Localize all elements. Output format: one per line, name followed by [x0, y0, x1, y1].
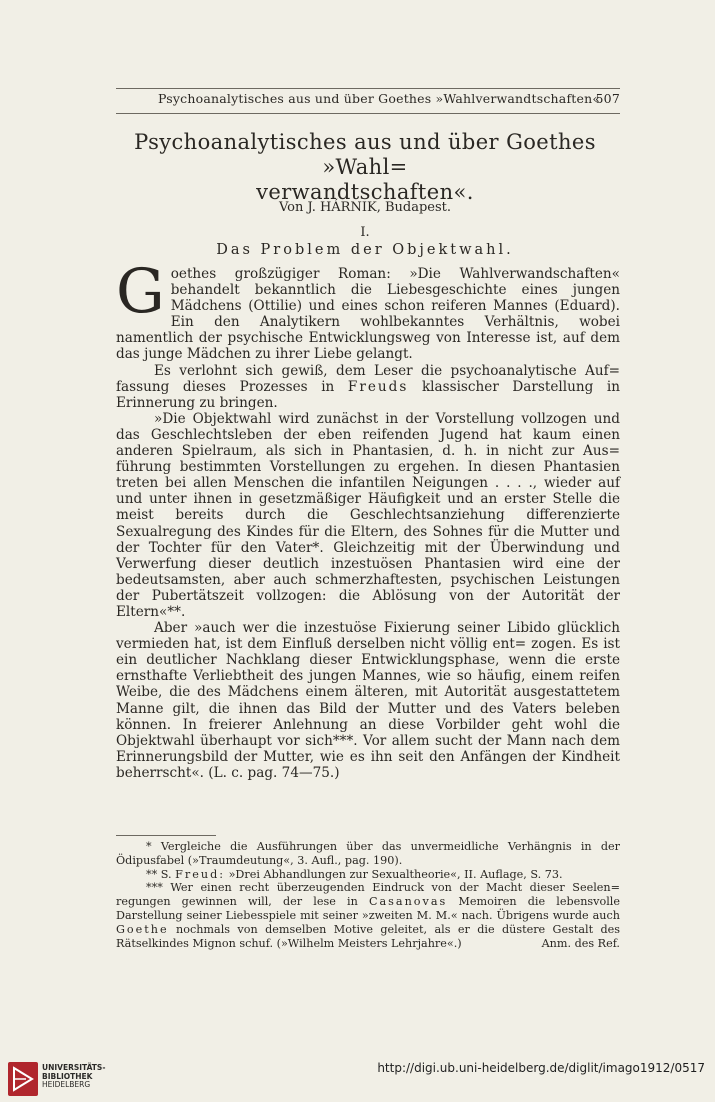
paragraph-4: Aber »auch wer die inzestuöse Fixierung seiner Libido glücklich vermieden hat, ist dem Einfluß derselben nicht völlig ent= zogen. Es ist ein deutlicher Nachklang dieser Entwicklungsphase, wenn die erste ernsthafte Verliebtheit des jungen Mannes, wie so häufig, einem reifen Weibe, die des Mädchens einem älteren, mit Autorität ausgestattetem Manne gilt, die ihnen das Bild der Mutter und des Vaters beleben können. In freierer Anlehnung an diese Vorbilder geht wohl die Objektwahl überhaupt vor sich***. Vor allem sucht der Mann nach dem Erinnerungsbild der Mutter, wie es ihn seit den Anfängen der Kindheit beherrscht«. (L. c. pag. 74—75.): [116, 620, 620, 781]
footnotes: [116, 840, 620, 950]
paragraph-1-text: oethes großzügiger Roman: »Die Wahlverwandschaften« behandelt bekanntlich die Liebesgeschichte eines jungen Mädchens (Ottilie) und eines schon reiferen Mannes (Eduard). Ein den Analytikern wohlbekanntes Verhältnis, wobei namentlich der psychische Entwicklungsweg von Interesse ist, auf dem das junge Mädchen zu ihrer Liebe gelangt.: [116, 266, 620, 363]
article-title-line-2: verwandtschaften«.: [256, 180, 474, 204]
library-name: [42, 1064, 105, 1090]
header-rule-bottom: [116, 113, 620, 114]
page-number: 507: [595, 91, 620, 106]
paragraph-2-before: Es verlohnt sich gewiß, dem Leser die psychoanalytische Auf= fassung dieses Prozesses in: [116, 362, 620, 395]
footnote-2-text: »Drei Abhandlungen zur Sexualtheorie«, II. Auflage, S. 73.: [228, 867, 563, 881]
library-name-line-2: BIBLIOTHEK: [42, 1071, 93, 1081]
footnote-3-before: *** Wer einen recht überzeugenden Eindruck von der Macht dieser Seelen= regungen gewinnen will, der lese in: [116, 881, 620, 909]
article-title: [100, 130, 630, 205]
source-url-link[interactable]: http://digi.ub.uni-heidelberg.de/diglit/imago1912/0517: [377, 1061, 705, 1075]
article-title-line-1: Psychoanalytisches aus und über Goethes »Wahl=: [134, 130, 596, 179]
section-title: Das Problem der Objektwahl.: [216, 242, 514, 258]
library-logo[interactable]: [8, 1058, 118, 1098]
footnote-2: [116, 868, 620, 882]
header-rule-top: [116, 88, 620, 89]
footnote-3-goethe: Goethe: [116, 922, 169, 936]
footnote-3-casanova: Casanovas: [368, 895, 448, 909]
footnote-3-after: nochmals von demselben Motive geleitet, als er die düstere Gestalt des Rätselkindes Mignon schuf. (»Wilhelm Meisters Lehrjahre«.): [116, 922, 620, 950]
footnote-rule: [116, 835, 216, 836]
footnote-3-reference: Anm. des Ref.: [541, 936, 620, 950]
paragraph-2-after: klassischer Darstellung in Erinnerung zu bringen.: [116, 378, 621, 411]
library-emblem-icon: [8, 1062, 38, 1096]
byline: Von J. HÁRNIK, Budapest.: [278, 200, 452, 215]
section-number: I.: [360, 225, 370, 240]
spaced-author-freud: Freuds: [347, 378, 409, 395]
footnote-1: * Vergleiche die Ausführungen über das unvermeidliche Verhängnis in der Ödipusfabel (»Traumdeutung«, 3. Aufl., pag. 190).: [116, 840, 620, 867]
running-head-title: Psychoanalytisches aus und über Goethes »Wahlverwandtschaften«: [158, 91, 601, 106]
paragraph-3: »Die Objektwahl wird zunächst in der Vorstellung vollzogen und das Geschlechtsleben der eben reifenden Jugend hat kaum einen anderen Spielraum, als sich in Phantasien, d. h. in nicht zur Aus= führung bestimmten Vorstellungen zu ergehen. In diesen Phantasien treten bei allen Menschen die infantilen Neigungen . . . ., wieder auf und unter ihnen in gesetzmäßiger Häufigkeit und an erster Stelle die meist bereits durch die Geschlechtsanziehung differenzierte Sexualregung des Kindes für die Eltern, des Sohnes für die Mutter und der Tochter für den Vater*. Gleichzeitig mit der Überwindung und Verwerfung dieser deutlich inzestuösen Phantasien wird eine der bedeutsamsten, aber auch schmerzhaftesten, psychischen Leistungen der Pubertätszeit vollzogen: die Ablösung von der Autorität der Eltern«**.: [116, 410, 620, 620]
body-text: [116, 256, 621, 781]
library-name-line-1: UNIVERSITÄTS-: [42, 1063, 106, 1072]
footnote-2-author: Freud:: [175, 867, 226, 881]
library-name-line-3: HEIDELBERG: [42, 1080, 91, 1089]
footnote-3-middle: Memoiren die lebensvolle Darstellung seiner Liebesspiele mit seiner »zweiten M. M.« nach. Übrigens wurde auch: [116, 895, 621, 922]
footnote-3: [116, 881, 620, 950]
paragraph-2: [116, 363, 620, 411]
drop-cap: G: [116, 256, 165, 327]
paragraph-1: [116, 256, 620, 363]
footnote-2-mark: ** S.: [146, 867, 172, 881]
